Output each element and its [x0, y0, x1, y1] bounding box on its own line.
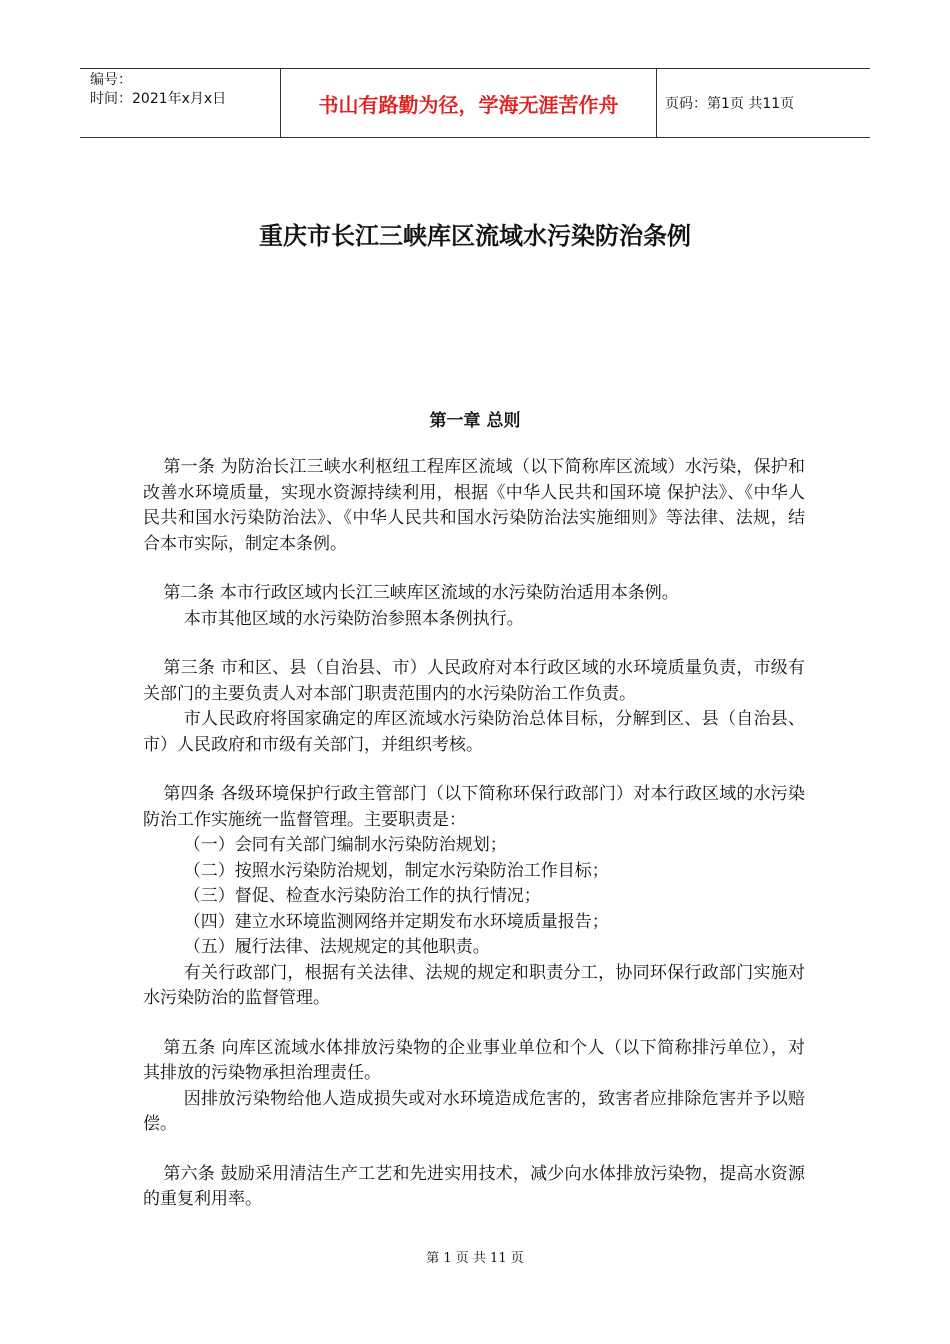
paragraph: 第三条 市和区、县（自治县、市）人民政府对本行政区域的水环境质量负责，市级有关部门的主要负责人对本部门职责范围内的水污染防治工作负责。 [143, 658, 805, 704]
document-body [143, 455, 805, 1213]
paragraph: 第五条 向库区流域水体排放污染物的企业事业单位和个人（以下简称排污单位），对其排放的污染物承担治理责任。 [143, 1037, 805, 1083]
paragraph: （四）建立水环境监测网络并定期发布水环境质量报告； [183, 911, 609, 932]
paragraph: 第二条 本市行政区域内长江三峡库区流域的水污染防治适用本条例。 [163, 583, 679, 603]
page-header [80, 68, 870, 138]
paragraph: （一）会同有关部门编制水污染防治规划； [183, 835, 507, 855]
paragraph: （三）督促、检查水污染防治工作的执行情况； [183, 886, 541, 906]
paragraph: 因排放污染物给他人造成损失或对水环境造成危害的，致害者应排除危害并予以赔偿。 [143, 1088, 805, 1134]
page-footer: 第 1 页 共 11 页 [426, 1251, 524, 1266]
time-label: 时间：2021年x月x日 [90, 91, 227, 107]
paragraph: 第四条 各级环境保护行政主管部门（以下简称环保行政部门）对本行政区域的水污染防治工作实施统一监督管理。主要职责是： [143, 784, 805, 830]
paragraph: （五）履行法律、法规规定的其他职责。 [183, 937, 490, 957]
paragraph: 市人民政府将国家确定的库区流域水污染防治总体目标，分解到区、县（自治县、市）人民政府和市级有关部门，并组织考核。 [143, 709, 805, 755]
paragraph: 有关行政部门，根据有关法律、法规的规定和职责分工，协同环保行政部门实施对水污染防治的监督管理。 [143, 962, 805, 1008]
paragraph: （二）按照水污染防治规划，制定水污染防治工作目标； [183, 860, 609, 881]
header-page-code: 页码：第1页 共11页 [665, 96, 795, 112]
paragraph: 本市其他区域的水污染防治参照本条例执行。 [183, 608, 524, 629]
header-meta [80, 69, 281, 137]
paragraph: 第一条 为防治长江三峡水利枢纽工程库区流域（以下简称库区流域）水污染，保护和改善水环境质量，实现水资源持续利用，根据《中华人民共和国环境 保护法》、《中华人民共和国水污染防治法》、《中华人民共和国水污染防治法实施细则》等法律、法规，结合本市实际，制定本条例。 [143, 457, 805, 554]
paragraph: 第六条 鼓励采用清洁生产工艺和先进实用技术，减少向水体排放污染物，提高水资源的重复利用率。 [143, 1163, 805, 1209]
chapter-heading: 第一章 总则 [429, 411, 521, 431]
document-title: 重庆市长江三峡库区流域水污染防治条例 [259, 222, 691, 250]
header-motto: 书山有路勤为径，学海无涯苦作舟 [281, 69, 657, 137]
number-label: 编号： [90, 72, 132, 88]
